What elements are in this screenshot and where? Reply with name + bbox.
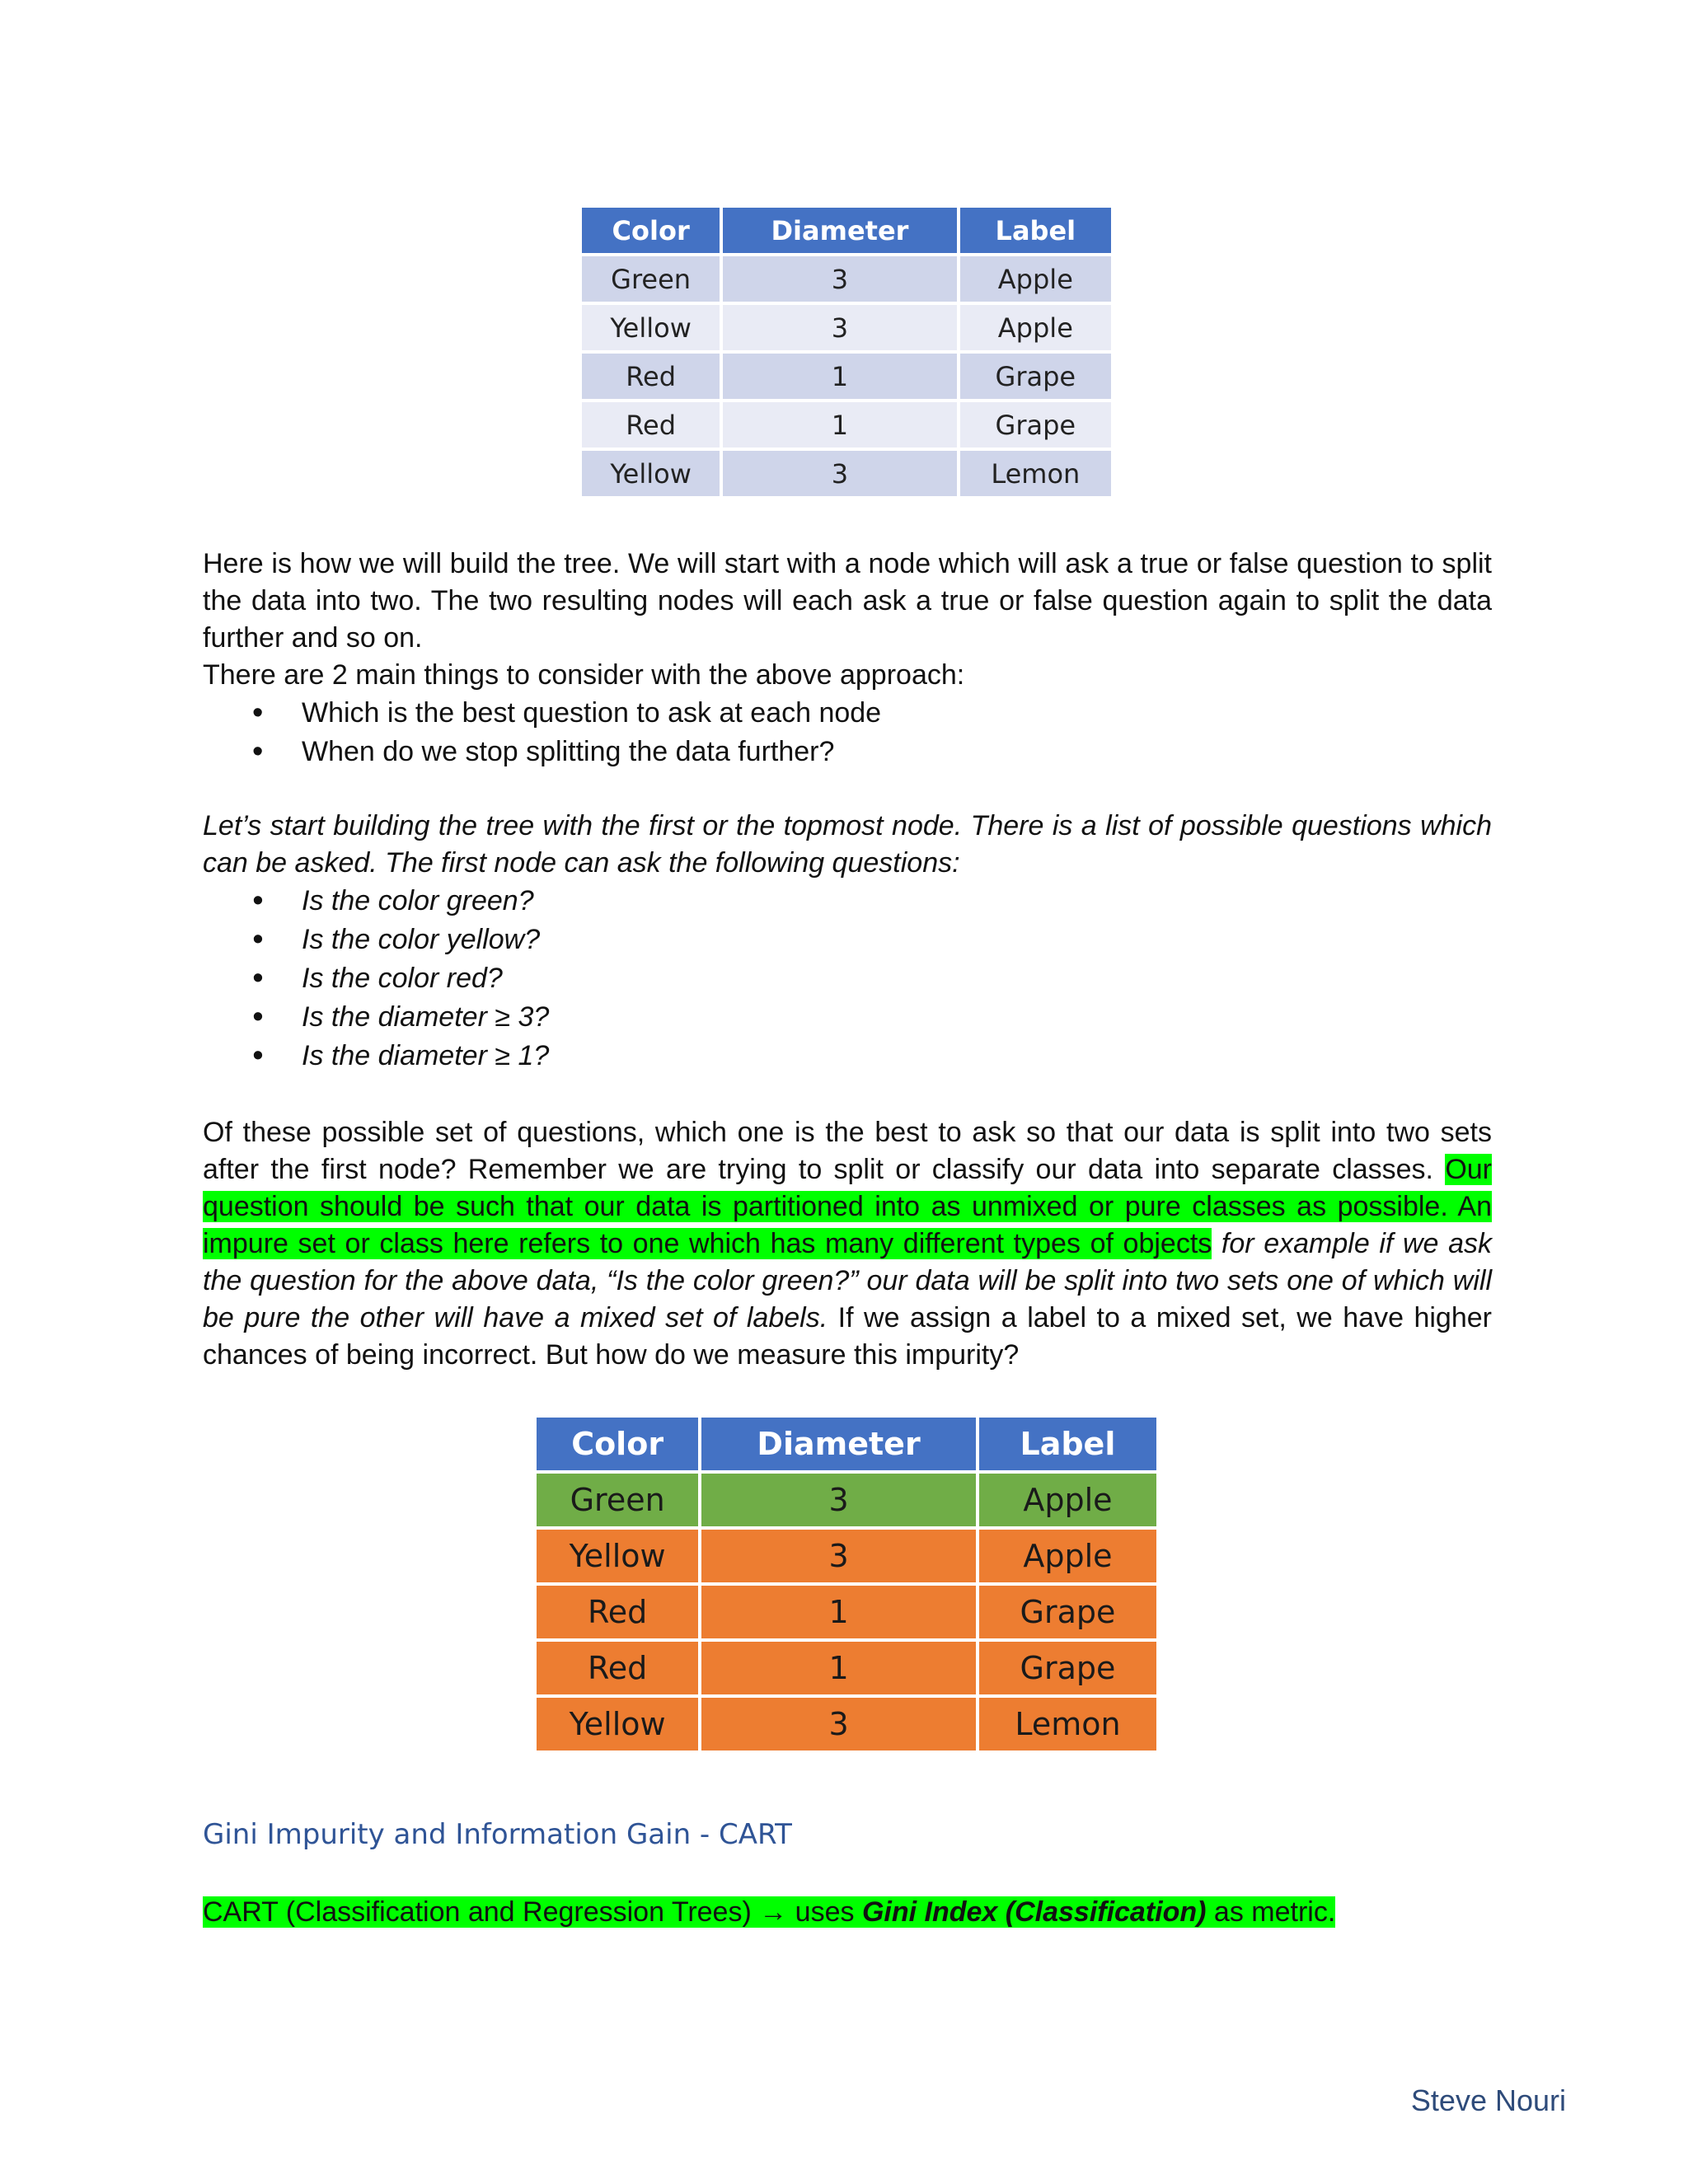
table-cell: Yellow xyxy=(537,1530,698,1582)
table-cell: 3 xyxy=(701,1698,976,1750)
table-cell: Red xyxy=(582,354,720,399)
table-cell: 1 xyxy=(701,1586,976,1638)
table-cell: 3 xyxy=(701,1474,976,1526)
column-header-label: Label xyxy=(979,1418,1156,1470)
table-row xyxy=(537,1698,1156,1750)
table-cell: Green xyxy=(582,256,720,302)
author-signature: Steve Nouri xyxy=(1410,2083,1566,2117)
cart-definition xyxy=(203,1894,1335,1931)
table-cell: 1 xyxy=(701,1642,976,1694)
table-row xyxy=(582,451,1111,496)
list-item: • Which is the best question to ask at each node xyxy=(203,694,1492,733)
section-heading: Gini Impurity and Information Gain - CART xyxy=(203,1818,792,1851)
list-item: • Is the diameter ≥ 3? xyxy=(203,998,1492,1037)
impurity-section xyxy=(203,1114,1492,1374)
intro-lead: There are 2 main things to consider with the above approach: xyxy=(203,659,965,691)
intro-paragraph: Here is how we will build the tree. We will start with a node which will ask a true or false question to split the data into two. The two resulting nodes will each ask a true or false question again to split the data further and so on. xyxy=(203,548,1492,654)
highlighted-text: Our question should be such that our data is partitioned into as unmixed or pure classes as possible. An impure set or class here refers to one which has many different types of objects xyxy=(203,1154,1492,1259)
questions-list xyxy=(203,882,1492,1076)
table-cell: Yellow xyxy=(582,305,720,350)
table-cell: Red xyxy=(537,1586,698,1638)
list-item: • Is the diameter ≥ 1? xyxy=(203,1037,1492,1076)
table-cell: Apple xyxy=(960,256,1111,302)
table-row xyxy=(582,402,1111,448)
fruit-data-table xyxy=(579,204,1114,499)
cart-metric-name: Gini Index (Classification) xyxy=(861,1896,1207,1928)
colored-fruit-table xyxy=(533,1414,1160,1754)
intro-section xyxy=(203,546,1492,771)
table-cell: Yellow xyxy=(537,1698,698,1750)
impurity-text-end: If we assign a label to a mixed set, we have higher chances of being incorrect. But how do we measure this impurity? xyxy=(203,1302,1492,1371)
table-cell: 1 xyxy=(723,402,956,448)
table-header-row xyxy=(537,1418,1156,1470)
table-cell: Yellow xyxy=(582,451,720,496)
table-cell: Apple xyxy=(979,1530,1156,1582)
column-header-diameter: Diameter xyxy=(723,208,956,253)
list-item: • Is the color yellow? xyxy=(203,921,1492,959)
table-cell: Red xyxy=(582,402,720,448)
list-item: • Is the color green? xyxy=(203,882,1492,921)
questions-section xyxy=(203,808,1492,1076)
table-row xyxy=(582,354,1111,399)
table-cell: 3 xyxy=(723,256,956,302)
table-cell: Lemon xyxy=(960,451,1111,496)
table-cell: 3 xyxy=(723,305,956,350)
column-header-color: Color xyxy=(582,208,720,253)
table-cell: 3 xyxy=(701,1530,976,1582)
table-row xyxy=(537,1642,1156,1694)
table-cell: Grape xyxy=(960,354,1111,399)
list-item: • When do we stop splitting the data further? xyxy=(203,733,1492,771)
table-cell: 3 xyxy=(723,451,956,496)
table-cell: Lemon xyxy=(979,1698,1156,1750)
table-row xyxy=(582,305,1111,350)
impurity-text-start: Of these possible set of questions, which one is the best to ask so that our data is split into two sets after the first node? Remember we are trying to split or classify our data into separate classes. xyxy=(203,1117,1492,1185)
table-row xyxy=(537,1474,1156,1526)
column-header-color: Color xyxy=(537,1418,698,1470)
table-cell: Grape xyxy=(960,402,1111,448)
table-cell: Red xyxy=(537,1642,698,1694)
italic-example-text: for example if we ask the question for the above data, “Is the color green?” our data will be split into two sets one of which will be pure the other will have a mixed set of labels. xyxy=(203,1228,1492,1333)
table-row xyxy=(537,1586,1156,1638)
considerations-list xyxy=(203,694,1492,771)
cart-text-start: CART (Classification and Regression Trees) → uses xyxy=(203,1896,862,1928)
table-cell: Apple xyxy=(979,1474,1156,1526)
cart-highlight xyxy=(203,1896,1335,1928)
cart-text-end: as metric. xyxy=(1206,1896,1336,1928)
column-header-diameter: Diameter xyxy=(701,1418,976,1470)
table-cell: Grape xyxy=(979,1586,1156,1638)
list-item: • Is the color red? xyxy=(203,959,1492,998)
table-cell: 1 xyxy=(723,354,956,399)
impurity-paragraph xyxy=(203,1114,1492,1374)
table-row xyxy=(537,1530,1156,1582)
questions-intro: Let’s start building the tree with the first or the topmost node. There is a list of possible questions which can be asked. The first node can ask the following questions: xyxy=(203,810,1492,879)
table-row xyxy=(582,256,1111,302)
table-header-row xyxy=(582,208,1111,253)
table-cell: Apple xyxy=(960,305,1111,350)
table-cell: Grape xyxy=(979,1642,1156,1694)
table-cell: Green xyxy=(537,1474,698,1526)
column-header-label: Label xyxy=(960,208,1111,253)
